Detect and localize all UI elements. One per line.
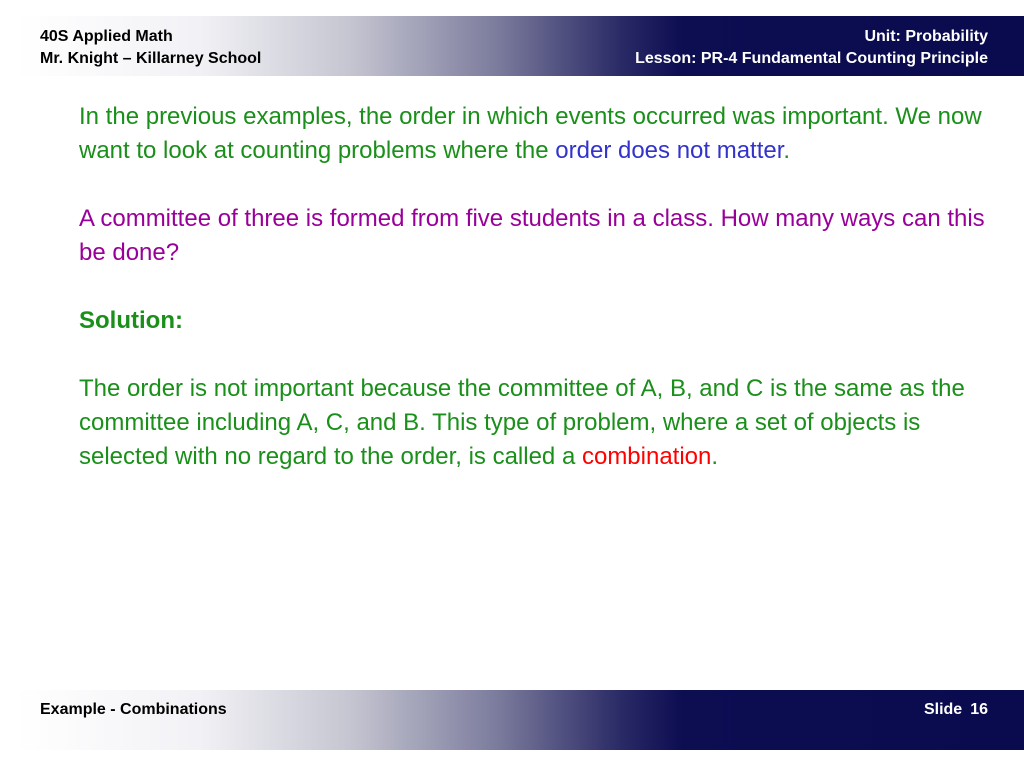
solution-paragraph <box>79 372 999 474</box>
header-lesson-info <box>635 26 988 70</box>
slide-number-block <box>924 700 988 720</box>
footer-title: Example - Combinations <box>40 701 227 718</box>
solution-text: The order is not important because the committee of A, B, and C is the same as the committee including A, C, and B. This type of problem, where a set of objects is selected with no regard to the order, is called a <box>79 375 965 470</box>
teacher-name: Mr. Knight – Killarney School <box>40 50 262 67</box>
slide-number: 16 <box>970 701 988 718</box>
solution-period: . <box>711 443 719 470</box>
slide-header <box>16 16 1024 76</box>
unit-title: Unit: Probability <box>864 28 988 45</box>
course-title: 40S Applied Math <box>40 28 173 45</box>
lesson-title: Lesson: PR-4 Fundamental Counting Principle <box>635 50 988 67</box>
problem-statement: A committee of three is formed from five students in a class. How many ways can this be done? <box>79 205 985 266</box>
slide-content <box>79 100 999 474</box>
intro-period: . <box>783 137 791 164</box>
slide-footer <box>16 690 1024 750</box>
intro-text: In the previous examples, the order in which events occurred was important. We now want to look at counting problems where the <box>79 103 982 164</box>
combination-term: combination <box>581 443 712 470</box>
slide-label: Slide <box>923 701 963 718</box>
intro-paragraph <box>79 100 999 168</box>
solution-label: Solution: <box>79 307 183 334</box>
order-does-not-matter-highlight: order does not matter <box>555 137 784 164</box>
header-course-info <box>40 26 261 70</box>
